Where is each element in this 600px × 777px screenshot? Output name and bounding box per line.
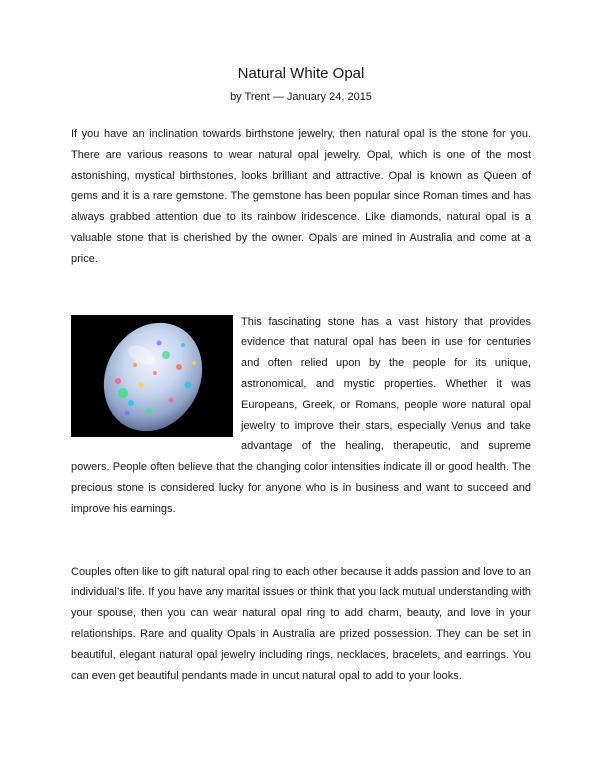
- article-title: Natural White Opal: [237, 65, 365, 82]
- article: [71, 64, 531, 686]
- paragraph-history: This fascinating stone has a vast history that provides evidence that natural opal has been in use for centuries and often relied upon by the people for its unique, astronomical, and mystic properties. Whether it was Europeans, Greek, or Romans, people wore natural opal jewelry to improve their stars, especially Venus and take advantage of the healing, therapeutic, and supreme powers. People often believe that the changing color intensities indicate ill or good health. The precious stone is considered lucky for anyone who is in business and want to succeed and improve his earnings.: [71, 315, 531, 515]
- opal-photo: [71, 315, 233, 437]
- paragraph-gifting: Couples often like to gift natural opal ring to each other because it adds passion and love to an individual’s life. If you have any marital issues or think that you lack mutual understanding with your spouse, then you can wear natural opal ring to add charm, beauty, and love in your relationships. Rare and quality Opals in Australia are prized possession. They can be set in beautiful, elegant natural opal jewelry including rings, necklaces, bracelets, and earrings. You can even get beautiful pendants made in uncut natural opal to add to your looks.: [71, 565, 531, 682]
- paragraph-history-block: [71, 312, 531, 520]
- paragraph-intro: If you have an inclination towards birthstone jewelry, then natural opal is the stone for you. There are various reasons to wear natural opal jewelry. Opal, which is one of the most astonishing, mystical birthstones, looks brilliant and attractive. Opal is known as Queen of gems and it is a rare gemstone. The gemstone has been popular since Roman times and has always grabbed attention due to its rainbow iridescence. Like diamonds, natural opal is a valuable stone that is cherished by the owner. Opals are mined in Australia and come at a price.: [71, 128, 531, 265]
- article-byline: by Trent — January 24, 2015: [230, 91, 372, 103]
